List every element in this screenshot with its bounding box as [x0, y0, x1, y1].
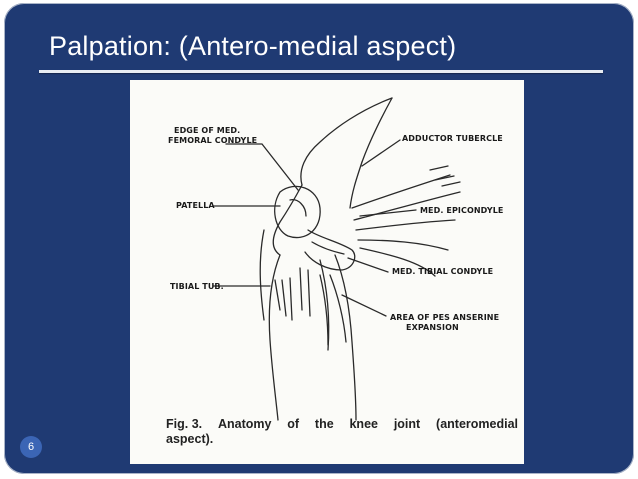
caption-word: Anatomy — [217, 417, 272, 431]
caption-word: (anteromedial — [436, 417, 518, 431]
caption-word: knee — [349, 417, 378, 431]
page-number-badge: 6 — [20, 436, 42, 458]
caption-line-1 — [166, 417, 518, 432]
slide-title: Palpation: (Antero-medial aspect) — [49, 31, 457, 61]
slide — [4, 3, 634, 474]
label-pes-anserine-1: AREA OF PES ANSERINE — [390, 313, 500, 322]
label-med-tibial-condyle: MED. TIBIAL CONDYLE — [392, 267, 494, 276]
caption-line-2: aspect). — [166, 432, 214, 446]
label-tibial-tub: TIBIAL TUB. — [170, 282, 224, 291]
label-med-epicondyle: MED. EPICONDYLE — [420, 206, 504, 215]
label-edge-of-med-femoral-condyle-2: FEMORAL CONDYLE — [168, 136, 258, 145]
label-adductor-tubercle: ADDUCTOR TUBERCLE — [402, 134, 503, 143]
label-edge-of-med-femoral-condyle-1: EDGE OF MED. — [174, 126, 241, 135]
anatomy-figure — [130, 80, 524, 464]
caption-word: joint — [393, 417, 421, 431]
label-patella: PATELLA — [176, 201, 215, 210]
title-divider — [39, 70, 603, 73]
caption-word: of — [287, 417, 300, 431]
figure-caption — [166, 417, 516, 447]
caption-word: Fig. 3. — [166, 417, 203, 431]
label-pes-anserine-2: EXPANSION — [406, 323, 459, 332]
caption-word: the — [314, 417, 334, 431]
